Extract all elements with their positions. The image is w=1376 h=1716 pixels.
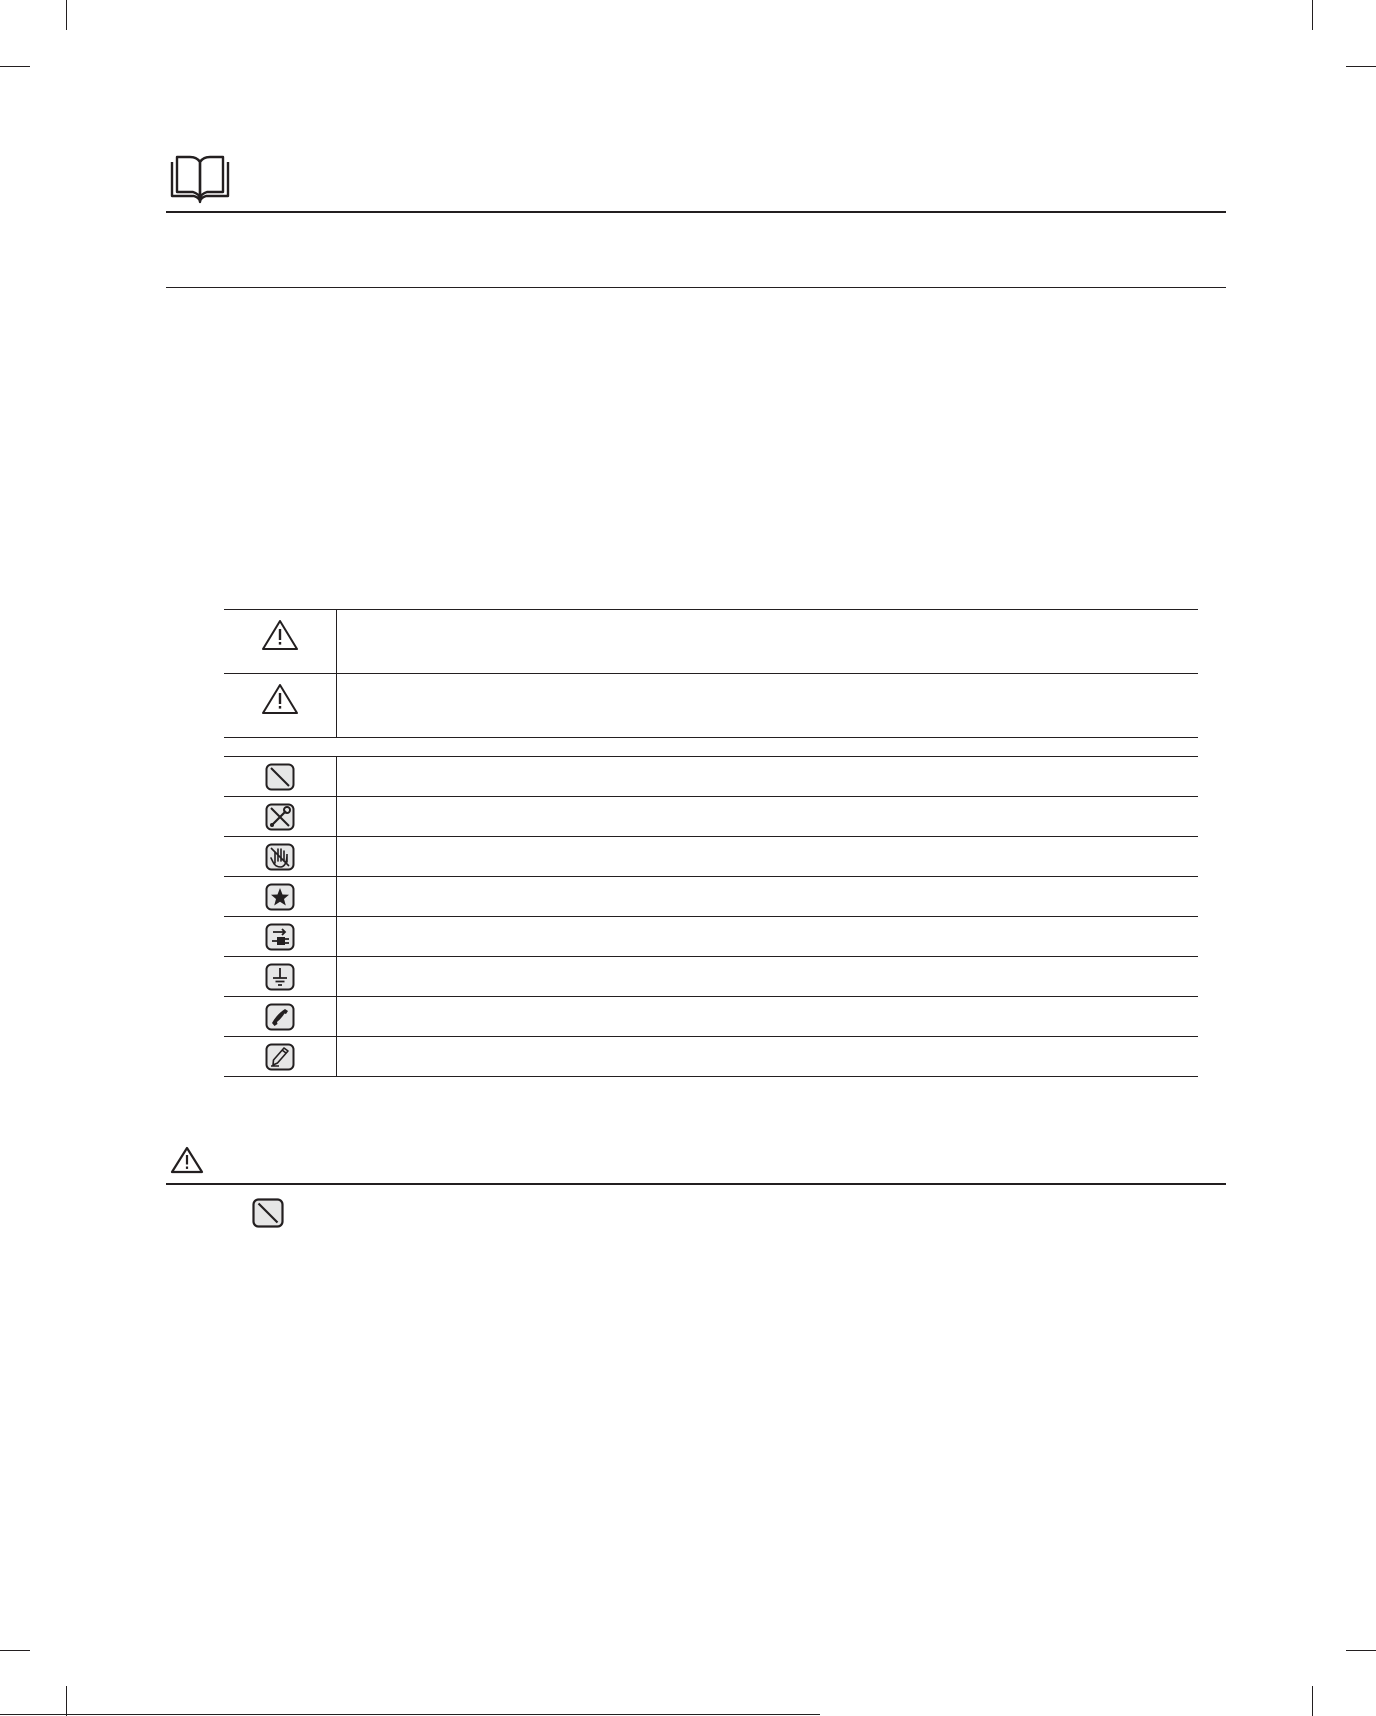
warning-triangle-icon: [261, 619, 299, 651]
symbol-row-service-text: [348, 997, 1198, 1036]
warning-table: [224, 609, 1198, 738]
symbol-row-directions: [224, 877, 1198, 917]
follow-directions-icon: [265, 883, 295, 911]
symbol-row-unplug-text: [348, 917, 1198, 956]
crop-mark-bottom-right-v: [1312, 1686, 1313, 1716]
first-item-prohibited-icon: [252, 1198, 284, 1228]
symbol-row-prohibited: [224, 757, 1198, 797]
note-icon: [265, 1043, 295, 1071]
crop-mark-bottom-right-h: [1346, 1650, 1376, 1651]
crop-mark-top-left-h: [0, 66, 30, 67]
warning-row-text: [348, 610, 1198, 673]
symbol-row-note: [224, 1037, 1198, 1077]
header-rule-bottom: [166, 287, 1226, 288]
symbol-row-touch: [224, 837, 1198, 877]
do-not-touch-icon: [265, 843, 295, 871]
symbol-row-service: [224, 997, 1198, 1037]
symbol-row-note-text: [348, 1037, 1198, 1076]
section-rule: [166, 1183, 1226, 1185]
symbol-row-touch-text: [348, 837, 1198, 876]
caution-row-text: [348, 674, 1198, 737]
symbol-row-directions-text: [348, 877, 1198, 916]
crop-mark-top-right-v: [1312, 0, 1313, 30]
symbol-row-ground-text: [348, 957, 1198, 996]
symbol-row-disassemble: [224, 797, 1198, 837]
crop-mark-bottom-left-h: [0, 1650, 30, 1651]
symbols-table: [224, 756, 1198, 1077]
prohibited-icon: [265, 763, 295, 791]
ground-icon: [265, 963, 295, 991]
crop-mark-top-left-v: [66, 0, 67, 30]
warning-row: [224, 610, 1198, 674]
unplug-icon: [265, 923, 295, 951]
crop-mark-top-right-h: [1346, 66, 1376, 67]
crop-mark-bottom-left-v: [66, 1686, 67, 1716]
book-icon: [168, 154, 232, 204]
caution-row: [224, 674, 1198, 738]
section-warning-icon: [170, 1146, 204, 1174]
caution-triangle-icon: [261, 683, 299, 715]
do-not-disassemble-icon: [265, 803, 295, 831]
contact-service-icon: [265, 1003, 295, 1031]
symbol-row-prohibited-text: [348, 757, 1198, 796]
header-rule-top: [166, 211, 1226, 213]
bottom-slug-line: [0, 1714, 820, 1715]
symbol-row-disassemble-text: [348, 797, 1198, 836]
symbol-row-unplug: [224, 917, 1198, 957]
symbol-row-ground: [224, 957, 1198, 997]
